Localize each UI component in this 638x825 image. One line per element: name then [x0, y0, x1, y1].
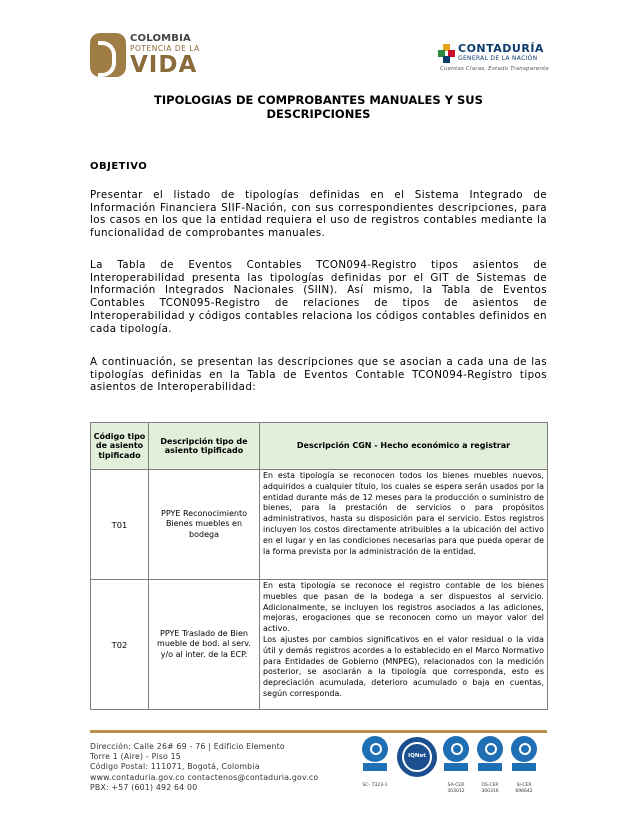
address-line: PBX: +57 (601) 492 64 00 [90, 782, 198, 792]
tipologias-table [90, 422, 548, 710]
row-code: T01 [91, 470, 149, 580]
iqnet-label: IQNet [408, 753, 426, 759]
row-cgn-paragraph-2: Los ajustes por cambios significativos en el valor residual o la vida útil y demás registros acordes a lo establecido en el Marco Normativo para Entidades de Gobierno (MNPEG), relacionados con la medición posterior, se asociarán a la tipología que corresponda, esto es depreciación acumulada, deterioro acumulado o baja en cuentas, según corresponda. [263, 634, 544, 698]
address-line: Dirección: Calle 26# 69 - 76 | Edificio Elemento [90, 742, 285, 751]
row-code: T02 [91, 580, 149, 710]
logo-line-3: VIDA [130, 52, 198, 78]
contaduria-logo-slogan: Cuentas Claras, Estado Transparente [440, 66, 549, 72]
row-cgn-paragraph-1: En esta tipología se reconoce el registro contable de los bienes muebles que pasan de la bodega a ser dispuestos al servicio. Adicionalmente, se incluyen los registros asociados a las adiciones, mejoras, erogaciones que se reconocen como un mayor valor del activo. [263, 581, 544, 634]
table-header-row [91, 423, 548, 470]
header-descripcion-cgn: Descripción CGN - Hecho económico a registrar [260, 423, 548, 470]
iqnet-seal [397, 737, 437, 777]
cert-caption: SI-CER 696642 [515, 783, 533, 794]
colombia-logo-icon [90, 33, 126, 77]
cert-caption: SA-CER 303012 [447, 783, 465, 794]
header-descripcion-tipo: Descripción tipo de asiento tipificado [149, 423, 260, 470]
address-line: Torre 1 (Aire) - Piso 15 [90, 752, 181, 762]
icontec-iso45001-seal [477, 736, 503, 794]
icontec-iso9001-seal [362, 736, 388, 788]
address-line: Código Postal: 111071, Bogotá, Colombia [90, 762, 260, 772]
objetivo-heading: OBJETIVO [90, 161, 148, 172]
row-description: PPYE Reconocimiento Bienes muebles en bodega [149, 470, 260, 580]
table-row [91, 470, 548, 580]
icontec-iso14001-seal [443, 736, 469, 794]
table-row [91, 580, 548, 710]
contaduria-logo-subtitle: GENERAL DE LA NACIÓN [458, 55, 538, 62]
icontec-icon [443, 736, 469, 762]
footer-address [90, 742, 318, 793]
address-line: www.contaduria.gov.co contactenos@contaduria.gov.co [90, 772, 319, 782]
icontec-icon [362, 736, 388, 762]
contaduria-logo-title: CONTADURÍA [458, 42, 544, 55]
paragraph-1: Presentar el listado de tipologías definidas en el Sistema Integrado de Información Financiera SIIF-Nación, con sus correspondientes descripciones, para los casos en los que la entidad requiera el uso de registros contables mediante la funcionalidad de comprobantes manuales. [90, 189, 547, 240]
logo-line-1: COLOMBIA [130, 33, 191, 44]
cert-caption: OS-CER 300316 [481, 783, 499, 794]
row-cgn-description [260, 580, 548, 710]
contaduria-logo-icon [438, 44, 456, 64]
paragraph-3: A continuación, se presentan las descripciones que se asocian a cada una de las tipologías definidas en la Tabla de Eventos Contable TCON094-Registro tipos asientos de Interoperabilidad: [90, 356, 547, 394]
row-description: PPYE Traslado de Bien mueble de bod. al serv. y/o al inter. de la ECP. [149, 580, 260, 710]
header-codigo: Código tipo de asiento tipificado [91, 423, 149, 470]
row-cgn-description: En esta tipología se reconocen todos los bienes muebles nuevos, adquiridos a cualquier título, los cuales se espera serán usados por la entidad durante más de 12 meses para la producción o suministro de bienes, para la prestación de servicios o para propósitos administrativos, hasta su disposición para el servicio. Estos registros incluyen los costos directamente atribuibles a la ubicación del activo en el lugar y en las condiciones necesarias para que pueda operar de la forma prevista por la administración de la entidad. [260, 470, 548, 580]
icontec-iso27001-seal [511, 736, 537, 794]
colombia-potencia-logo [90, 33, 220, 79]
icontec-icon [511, 736, 537, 762]
footer-divider [90, 730, 547, 733]
contaduria-logo [438, 42, 553, 76]
paragraph-2: La Tabla de Eventos Contables TCON094-Registro tipos asientos de Interoperabilidad presenta las tipologías definidas por el GIT de Sistemas de Información Integrados Nacionales (SIIN). Así mismo, la Tabla de Eventos Contables TCON095-Registro de relaciones de tipos de asientos de Interoperabilidad y códigos contables relaciona los códigos contables definidos en cada tipología. [90, 259, 547, 335]
cert-caption: SC- 7323-1 [362, 783, 388, 788]
logo-line-2: POTENCIA DE LA [130, 44, 200, 53]
document-title-line-2: DESCRIPCIONES [266, 107, 371, 121]
document-title [90, 93, 547, 121]
document-title-line-1: TIPOLOGIAS DE COMPROBANTES MANUALES Y SUS [154, 93, 483, 107]
icontec-icon [477, 736, 503, 762]
